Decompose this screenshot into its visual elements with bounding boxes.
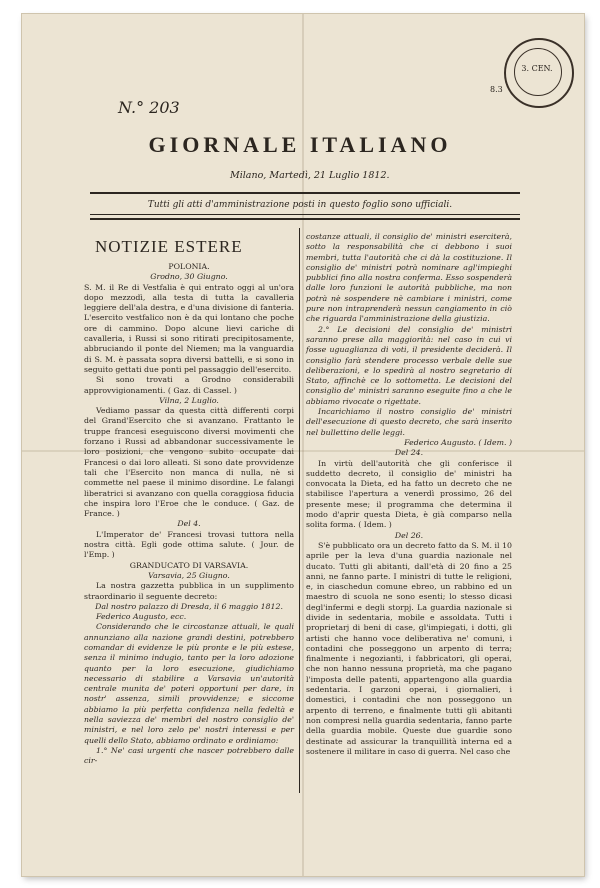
right-column (306, 232, 512, 757)
tax-stamp (504, 38, 574, 108)
column-divider (299, 228, 300, 793)
decree-text: costanze attuali, il consiglio de' ministri eserciterà, sotto la responsabilità che ci debbono i suoi membri, tutta l'autorità che ci dà la costituzione. Il consiglio de' ministri potrà nominare agl'impieghi pubblici fino alla nostra conferma. Esso sospenderà dalle loro funzioni le autorità pubbliche, ma non potrà nè sospendere nè cambiare i ministri, come pure non intraprenderà nessun cangiamento in ciò che riguarda l'amministrazione della giustizia. (306, 232, 512, 324)
decree-article: 2.° Le decisioni del consiglio de' ministri saranno prese alla maggiorità: nel caso in cui vi fosse uguaglianza di voti, il presidente deciderà. Il consiglio farà stendere processo verbale delle sue deliberazioni, e lo spedirà al nostro segretario di Stato, affinchè ce lo sottometta. Le decisioni del consiglio de' ministri saranno eseguite fino a che le abbiamo rivocate o rigettate. (306, 324, 512, 406)
section-heading: NOTIZIE ESTERE (95, 237, 243, 256)
decree-article: 1.° Ne' casi urgenti che nascer potrebbero dalle cir- (84, 745, 294, 766)
issue-number: N.° 203 (118, 98, 180, 117)
dateline: Varsavia, 25 Giugno. (148, 570, 230, 580)
dateline: Del 4. (177, 519, 201, 529)
decree-place: Dal nostro palazzo di Dresda, il 6 maggio 1812. (95, 601, 283, 611)
left-column (84, 262, 294, 767)
masthead-dateline: Milano, Martedì, 21 Luglio 1812. (230, 170, 390, 181)
place-heading: GRANDUCATO DI VARSAVIA. (129, 560, 249, 570)
stamp-side-mark: 8.3 (490, 85, 503, 94)
signature-line: Federico Augusto. ( Idem. ) (404, 437, 512, 447)
masthead-title: GIORNALE ITALIANO (148, 132, 452, 157)
dateline: Vilna, 2 Luglio. (159, 395, 219, 405)
dateline: Del 26. (394, 530, 424, 540)
paragraph: La nostra gazzetta pubblica in un supplimento straordinario il seguente decreto: (84, 581, 294, 601)
decree-text: Incarichiamo il nostro consiglio de' ministri dell'esecuzione di questo decreto, che sarà inserito nel bullettino delle leggi. (306, 407, 512, 437)
dateline: Del 24. (394, 448, 424, 458)
paragraph: Si sono trovati a Grodno considerabili approvvigionamenti. ( Gaz. di Cassel. ) (84, 375, 294, 395)
official-notice: Tutti gli atti d'amministrazione posti in questo foglio sono ufficiali. (147, 200, 453, 210)
paragraph: Vediamo passar da questa città differenti corpi del Grand'Esercito che si avanzano. Frattanto le truppe francesi eseguiscono diversi movimenti che forzano i Russi ad abbandonar successivamente le loro posizioni, che vengono subito occupate dai Francesi o dai loro alleati. Si sono date provvidenze tali che l'Esercito non manca di nulla, nè si commette nel paese il minimo disordine. Le falangi liberatrici si avanzano con quella coraggiosa fiducia che inspira loro l'Eroe che le conduce. ( Gaz. de France. ) (84, 406, 294, 519)
masthead-rule (90, 192, 520, 194)
stamp-value: 3. CEN. (521, 64, 553, 73)
notice-rule-thin (90, 214, 520, 215)
paragraph: In virtù dell'autorità che gli conferisce il suddetto decreto, il consiglio de' ministri ha convocata la Dieta, ed ha fatto un decreto che ne stabilisce l'apertura a venerdì prossimo, 26 del presente mese; il programma che determina il modo d'aprir questa Dieta, è già comparso nella solita forma. ( Idem. ) (306, 458, 512, 530)
paragraph: L'Imperator de' Francesi trovasi tuttora nella nostra città. Egli gode ottima salute. ( Jour. de l'Emp. ) (84, 529, 294, 560)
decree-text: Considerando che le circostanze attuali, le quali annunziano alla nazione grandi destini, potrebbero comandar di evidenze le più pronte e le più estese, senza il minimo indugio, tanto per la loro adozione quanto per la loro esecuzione, giudichiamo necessario di stabilire a Varsavia un'autorità centrale munita de' poteri opportuni per dare, in nostr' assenza, simili provvidenze; e siccome abbiamo la più perfetta confidenza nella fedeltà e nella saviezza de' membri del nostro consiglio de' ministri, e nel loro zelo pe' nostri interessi e per quelli dello Stato, abbiamo ordinato e ordiniamo: (84, 622, 294, 745)
dateline: Grodno, 30 Giugno. (150, 272, 228, 282)
paragraph: S'è pubblicato ora un decreto fatto da S. M. il 10 aprile per la leva d'una guardia nazionale nel ducato. Tutti gli abitanti, dall'età di 20 fino a 25 anni, ne fanno parte. I ministri di tutte le religioni, e, in ciaschedun comune ebreo, un rabbino ed un maestro di scuola ne sono esenti; lo stesso dicasi degl'infermi e degli storpj. La guardia nazionale si divide in sedentaria, mobile e assoldata. Tutti i proprietarj di beni di case, gl'impiegati, i dotti, gli artisti che hanno voce deliberativa ne' comuni, i contadini che posseggono un arpento di terra; finalmente i negozianti, i fabbricatori, gli operai, che non hanno nessuna proprietà, ma che pagano l'imposta delle patenti, appartengono alla guardia sedentaria. I garzoni operai, i giornalieri, i domestici, i contadini che non posseggono un arpento di terreno, e finalmente tutti gli abitanti non compresi nella guardia sedentaria, fanno parte della guardia mobile. Queste due guardie sono destinate ad assicurar la tranquillità interna ed a sostenere il militare in caso di guerra. Nel caso che (306, 540, 512, 756)
decree-author: Federico Augusto, ecc. (96, 612, 187, 622)
place-heading: POLONIA. (168, 262, 210, 271)
notice-rule-thick (90, 218, 520, 220)
paragraph: S. M. il Re di Vestfalia è qui entrato oggi al un'ora dopo mezzodì, alla testa di tutta la cavalleria leggiere dell'ala destra, e d'una divisione di fanteria. L'esercito vestfalico non è da qui lontano che poche ore di cammino. Dopo alcune lievi cariche di cavalleria, i Russi si sono ritirati precipitosamente, abbruciando il ponte del Niemen; ma la vanguardia di S. M. è passata sopra diversi battelli, e si sono in seguito gettati due ponti pel passaggio dell'esercito. (84, 282, 294, 374)
